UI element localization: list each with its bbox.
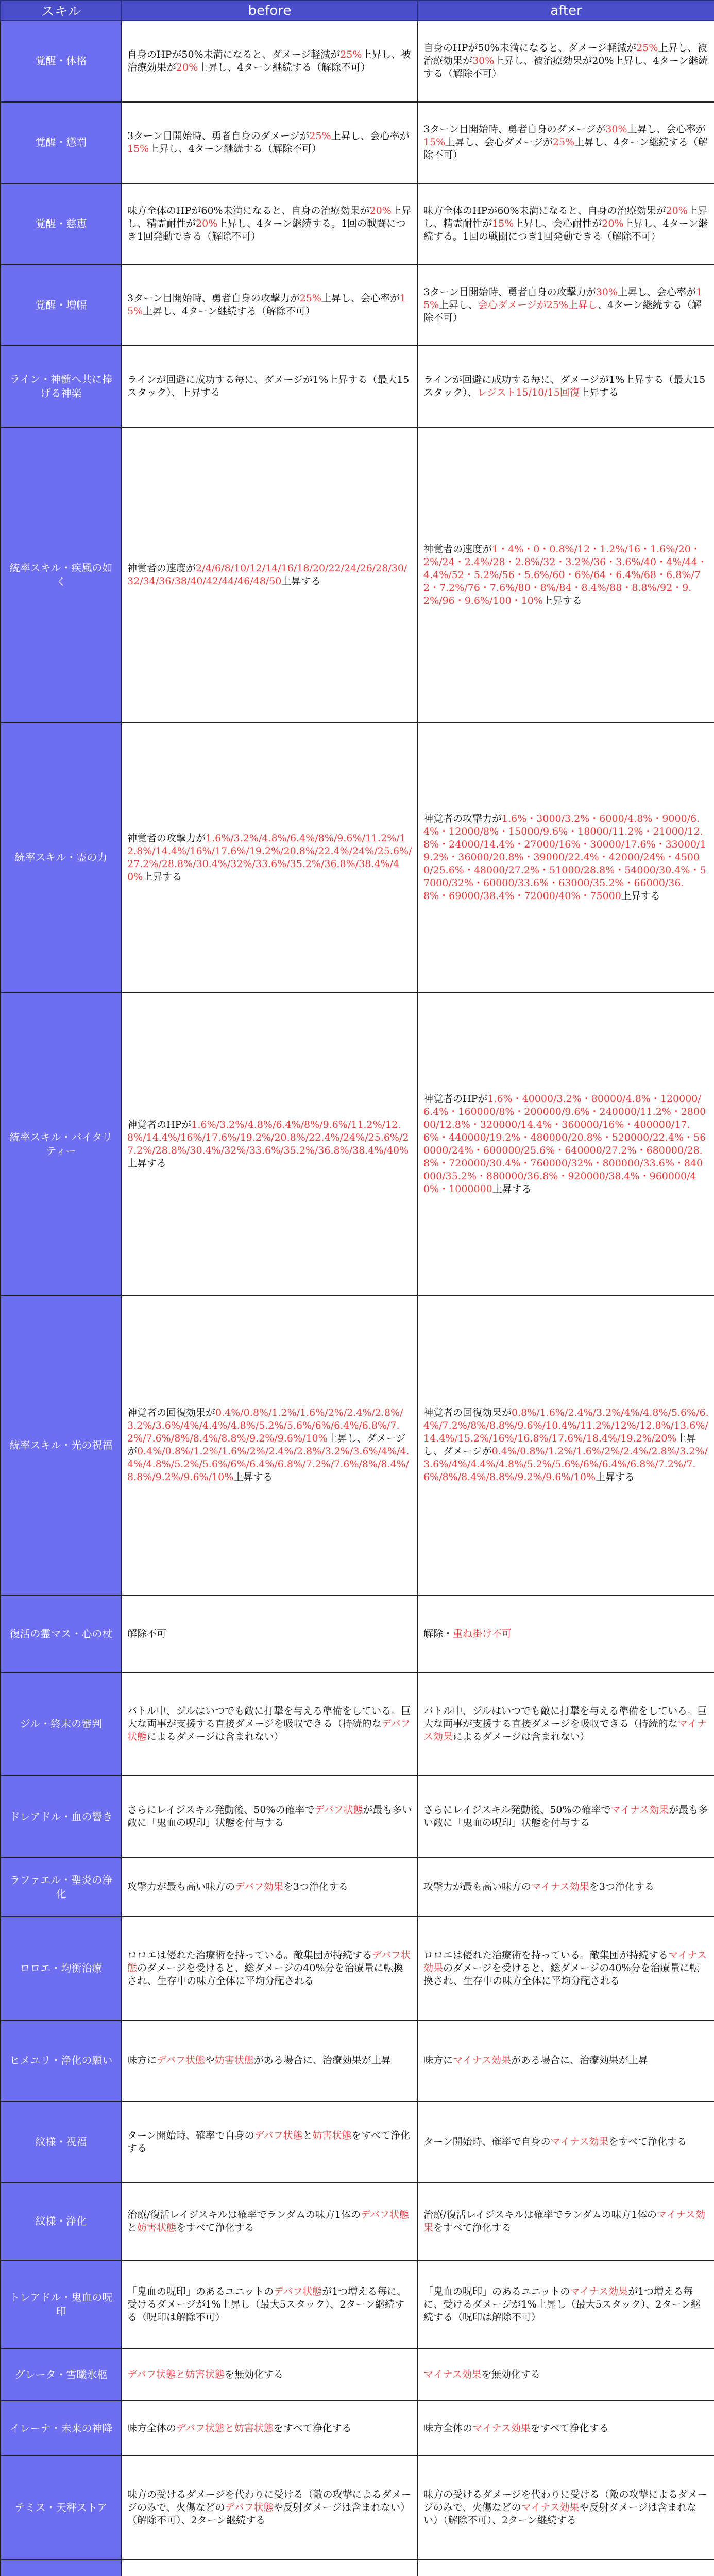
skill-name-cell: ドレアドル・血の響き bbox=[1, 1776, 122, 1857]
text-segment: が最も多い敵に「鬼血の呪印」状態を付与する bbox=[127, 1804, 412, 1829]
text-segment: 味方全体のHPが60%未満になると、自身の治療効果が bbox=[423, 205, 666, 217]
changed-text: 重ね掛け不可 bbox=[453, 1628, 512, 1639]
text-segment: バトル中、ジルはいつでも敵に打撃を与える準備をしている。巨大な両事が支援する直接ダメージを吸収できる（持続的な bbox=[423, 1705, 707, 1730]
before-text-cell bbox=[122, 1917, 418, 2020]
text-segment: を無効化する bbox=[224, 2368, 283, 2380]
text-segment: 上昇し、精霊耐性が bbox=[127, 205, 411, 230]
text-segment: を3つ浄化する bbox=[589, 1881, 654, 1893]
text-segment: 上昇する bbox=[542, 595, 582, 606]
before-text-cell bbox=[122, 102, 418, 183]
changed-text: 15% bbox=[492, 218, 514, 230]
table-row bbox=[1, 346, 714, 427]
table-body bbox=[1, 21, 714, 2576]
table-row bbox=[1, 1595, 714, 1673]
text-segment: や反射ダメージは含まれない）（解除不可）、2ターン継続する bbox=[127, 2502, 411, 2527]
after-text-cell bbox=[418, 21, 714, 102]
changed-text: 30% bbox=[605, 124, 627, 135]
table-row bbox=[1, 1857, 714, 1917]
before-text-cell bbox=[122, 1776, 418, 1857]
text-segment: が1つ増える毎に、受けるダメージが1%上昇し（最大5スタック）、2ターン継続する（呪印は解除不可） bbox=[423, 2285, 701, 2323]
changed-text: 15% bbox=[423, 137, 446, 148]
changed-text: 妨害状態 bbox=[137, 2222, 177, 2233]
changed-text: デバフ状態 bbox=[157, 2055, 205, 2066]
changed-text: 1.6%・3000/3.2%・6000/4.8%・9000/6.4%・12000/8%・15000/9.6%・18000/11.2%・21000/12.8%・24000/14.4%・27000/16%・30000/17.6%・33000/19.2%・36000/20.8%・39000/22.4%・42000/24%・45000/25.6%・48000/27.2%・51000/28.8%・54000/30.4%・57000/32%・60000/33.6%・63000/35.2%・66000/36.8%・69000/38.4%・72000/40%・75000 bbox=[423, 813, 706, 902]
changed-text: デバフ状態と妨害状態 bbox=[176, 2422, 274, 2434]
changed-text: デバフ状態 bbox=[361, 2209, 409, 2221]
after-text-cell bbox=[418, 1917, 714, 2020]
before-text-cell bbox=[122, 2260, 418, 2349]
before-text-cell bbox=[122, 2456, 418, 2560]
text-segment: 自身のHPが50%未満になると、ダメージ軽減が bbox=[423, 42, 637, 54]
text-segment: 上昇し、会心率が bbox=[331, 130, 410, 142]
table-row bbox=[1, 2182, 714, 2260]
changed-text: マイナス効果 bbox=[610, 1804, 669, 1816]
changed-text: 15% bbox=[127, 293, 406, 317]
after-text-cell bbox=[418, 1595, 714, 1673]
text-segment: 上昇し、4ターン継続する（解除不可） bbox=[143, 306, 315, 317]
text-segment: 3ターン目開始時、勇者自身の攻撃力が bbox=[127, 293, 300, 304]
changed-text: マイナス効果 bbox=[423, 2209, 705, 2233]
skill-name-cell: 覚醒・慈恵 bbox=[1, 183, 122, 265]
before-text-cell bbox=[122, 2349, 418, 2400]
text-segment: 味方に bbox=[127, 2055, 157, 2066]
before-text-cell bbox=[122, 21, 418, 102]
table-row bbox=[1, 2102, 714, 2183]
text-segment: をすべて浄化する bbox=[530, 2422, 609, 2434]
text-segment: 上昇し、精霊耐性が bbox=[423, 205, 707, 230]
text-segment: 上昇する bbox=[143, 871, 182, 883]
changed-text: 15% bbox=[423, 286, 703, 311]
text-segment: をすべて浄化する bbox=[433, 2222, 512, 2233]
before-text-cell bbox=[122, 1673, 418, 1776]
text-segment: 自身のHPが50%未満になると、ダメージ軽減が bbox=[127, 48, 341, 60]
before-text-cell bbox=[122, 427, 418, 723]
text-segment: ターン開始時、確率で自身の bbox=[423, 2136, 551, 2148]
text-segment: ロロエは優れた治療術を持っている。敵集団が持続する bbox=[423, 1949, 669, 1961]
text-segment: 上昇し、会心ダメージが bbox=[445, 137, 553, 148]
skill-name-cell: グレータ・雪曦氷柩 bbox=[1, 2349, 122, 2400]
changed-text: 30% bbox=[472, 55, 495, 67]
changed-text: 20% bbox=[196, 218, 218, 230]
changed-text: 1・4%・0・0.8%/12・1.2%/16・1.6%/20・2%/24・2.4%/28・2.8%/32・3.2%/36・3.6%/40・4%/44・4.4%/52・5.2%/56・5.6%/60・6%/64・6.4%/68・6.8%/72・7.2%/76・7.6%/80・8%/84・8.4%/88・8.8%/92・9.2%/96・9.6%/100・10% bbox=[423, 543, 707, 606]
text-segment: 「鬼血の呪印」のあるユニットの bbox=[423, 2285, 570, 2297]
before-text-cell bbox=[122, 723, 418, 993]
text-segment: 神覚者の速度が bbox=[423, 543, 492, 555]
changed-text: デバフ状態 bbox=[314, 1804, 363, 1816]
table-row bbox=[1, 1776, 714, 1857]
text-segment: 治療/復活レイジスキルは確率でランダムの味方1体の bbox=[423, 2209, 657, 2221]
after-text-cell bbox=[418, 2260, 714, 2349]
text-segment: 上昇し、会心率が bbox=[321, 293, 400, 304]
text-segment: 上昇し、会心率が bbox=[627, 124, 706, 135]
text-segment: ロロエは優れた治療術を持っている。敵集団が持続する bbox=[127, 1949, 372, 1961]
text-segment: 上昇し、ダメージが bbox=[423, 1433, 696, 1458]
text-segment: がある場合に、治療効果が上昇 bbox=[511, 2055, 648, 2066]
text-segment: をすべて浄化する bbox=[608, 2136, 687, 2148]
text-segment: 神覚者のHPが bbox=[127, 1118, 192, 1130]
skill-name-cell: ヒメユリ・浄化の願い bbox=[1, 2020, 122, 2102]
before-text-cell bbox=[122, 2102, 418, 2183]
text-segment: 上昇し、4ターン継続する（解除不可） bbox=[149, 143, 321, 155]
changed-text: デバフ状態と妨害状態 bbox=[127, 2368, 225, 2380]
before-text-cell bbox=[122, 346, 418, 427]
before-text-cell bbox=[122, 1296, 418, 1595]
table-row bbox=[1, 102, 714, 183]
before-text-cell bbox=[122, 1857, 418, 1917]
after-text-cell bbox=[418, 183, 714, 265]
skill-name-cell: 紋様・祝福 bbox=[1, 2102, 122, 2183]
header-before: before bbox=[122, 1, 418, 21]
skill-name-cell: 統率スキル・霊の力 bbox=[1, 723, 122, 993]
after-text-cell bbox=[418, 2349, 714, 2400]
text-segment: 味方全体の bbox=[423, 2422, 473, 2434]
changed-text: 20% bbox=[176, 61, 198, 73]
text-segment: 上昇し、4ターン継続する。1回の戦闘につき1回発動できる（解除不可） bbox=[423, 218, 708, 243]
text-segment: 上昇する bbox=[596, 1471, 635, 1483]
text-segment: 神覚者の回復効果が bbox=[127, 1407, 216, 1419]
changed-text: デバフ状態 bbox=[127, 1718, 411, 1743]
after-text-cell bbox=[418, 2020, 714, 2102]
text-segment: 上昇する bbox=[233, 1471, 273, 1483]
skill-name-cell: ラファエル・聖炎の浄化 bbox=[1, 1857, 122, 1917]
text-segment: さらにレイジスキル発動後、50%の確率で bbox=[423, 1804, 611, 1816]
text-segment: 3ターン目開始時、勇者自身のダメージが bbox=[127, 130, 310, 142]
text-segment: 上昇し、被治療効果が bbox=[423, 42, 707, 67]
text-segment: や bbox=[205, 2055, 215, 2066]
changed-text: 0.4%/0.8%/1.2%/1.6%/2%/2.4%/2.8%/3.2%/3.6%/4%/4.4%/4.8%/5.2%/5.6%/6%/6.4%/6.8%/7.2%/7.6%/8%/8.4%/8.8%/9.2%/9.6%/10% bbox=[127, 1407, 403, 1445]
after-text-cell bbox=[418, 723, 714, 993]
changed-text: デバフ効果 bbox=[235, 1881, 283, 1893]
text-segment: によるダメージは含まれない） bbox=[147, 1731, 284, 1743]
skill-name-cell: 統率スキル・疾風の如く bbox=[1, 427, 122, 723]
after-text-cell bbox=[418, 1857, 714, 1917]
changed-text: 15% bbox=[127, 143, 149, 155]
text-segment: 上昇し、会心率が bbox=[617, 286, 696, 298]
changed-text: デバフ状態 bbox=[274, 2285, 322, 2297]
changed-text: デバフ状態 bbox=[225, 2502, 274, 2514]
text-segment: 上昇し、会心耐性が bbox=[514, 218, 602, 230]
changed-text: マイナス効果 bbox=[423, 1949, 707, 1974]
text-segment: 神覚者のHPが bbox=[423, 1093, 488, 1105]
after-text-cell bbox=[418, 2102, 714, 2183]
changed-text: 30% bbox=[596, 286, 618, 298]
before-text-cell bbox=[122, 183, 418, 265]
before-text-cell bbox=[122, 2401, 418, 2456]
after-text-cell bbox=[418, 993, 714, 1296]
text-segment: や反射ダメージは含まれない）（解除不可）、2ターン継続する bbox=[423, 2502, 697, 2527]
text-segment: を無効化する bbox=[481, 2368, 540, 2380]
text-segment: 3ターン目開始時、勇者自身のダメージが bbox=[423, 124, 606, 135]
skill-name-cell: テミス・天秤ストア bbox=[1, 2456, 122, 2560]
before-text-cell bbox=[122, 2182, 418, 2260]
text-segment: 上昇し、被治療効果が bbox=[127, 48, 411, 73]
changed-text: マイナス効果 bbox=[472, 2422, 531, 2434]
after-text-cell bbox=[418, 102, 714, 183]
before-text-cell bbox=[122, 993, 418, 1296]
after-text-cell bbox=[418, 2401, 714, 2456]
changed-text: 1.6%・40000/3.2%・80000/4.8%・120000/6.4%・160000/8%・200000/9.6%・240000/11.2%・280000/12.8%・320000/14.4%・360000/16%・400000/17.6%・440000/19.2%・480000/20.8%・520000/22.4%・560000/24%・600000/25.6%・640000/27.2%・680000/28.8%・720000/30.4%・760000/32%・800000/33.6%・840000/35.2%・880000/36.8%・920000/38.4%・960000/40%・1000000 bbox=[423, 1093, 706, 1195]
skill-name-cell: ロロエ・均衡治療 bbox=[1, 1917, 122, 2020]
changed-text: 妨害状態 bbox=[312, 2129, 352, 2141]
text-segment: をすべて浄化する bbox=[127, 2129, 411, 2154]
text-segment: 神覚者の攻撃力が bbox=[423, 813, 502, 825]
text-segment: ラインが回避に成功する毎に、ダメージが1%上昇する（最大15スタック）、上昇する bbox=[127, 374, 410, 399]
changed-text: 25% bbox=[636, 42, 658, 54]
text-segment: 攻撃力が最も高い味方の bbox=[127, 1881, 235, 1893]
text-segment: 上昇する bbox=[281, 575, 321, 587]
after-text-cell bbox=[418, 1776, 714, 1857]
before-text-cell bbox=[122, 2020, 418, 2102]
changed-text: 20% bbox=[666, 205, 688, 217]
after-text-cell bbox=[418, 427, 714, 723]
text-segment: バトル中、ジルはいつでも敵に打撃を与える準備をしている。巨大な両事が支援する直接ダメージを吸収できる（持続的な bbox=[127, 1705, 411, 1730]
text-segment: 神覚者の回復効果が bbox=[423, 1407, 512, 1419]
skill-name-cell: イレーナ・未来の神降 bbox=[1, 2401, 122, 2456]
changed-text: 妨害状態 bbox=[214, 2055, 254, 2066]
changed-text: デバフ状態 bbox=[254, 2129, 303, 2141]
after-text-cell bbox=[418, 2456, 714, 2560]
table-row bbox=[1, 2456, 714, 2560]
text-segment: 上昇する bbox=[579, 387, 619, 399]
header-after: after bbox=[418, 1, 714, 21]
table-row bbox=[1, 2260, 714, 2349]
text-segment: 上昇し、ダメージが bbox=[127, 1433, 406, 1458]
changed-text: マイナス効果 bbox=[570, 2285, 628, 2297]
changed-text: 会心ダメージが25%上昇し bbox=[478, 299, 598, 311]
changed-text: マイナス効果 bbox=[453, 2055, 511, 2066]
text-segment: 上昇する bbox=[621, 890, 660, 902]
text-segment: が最も多い敵に「鬼血の呪印」状態を付与する bbox=[423, 1804, 708, 1829]
text-segment: が1つ増える毎に、受けるダメージが1%上昇し（最大5スタック）、2ターン継続する（呪印は解除不可） bbox=[127, 2285, 407, 2323]
before-text-cell bbox=[122, 1595, 418, 1673]
changed-text: 1.6%/3.2%/4.8%/6.4%/8%/9.6%/11.2%/12.8%/14.4%/16%/17.6%/19.2%/20.8%/22.4%/24%/25.6%/27.2%/28.8%/30.4%/32%/33.6%/35.2%/36.8%/38.4%/40% bbox=[127, 1118, 409, 1156]
changed-text: レジスト15/10/15回復 bbox=[477, 387, 580, 399]
changed-text: 20% bbox=[369, 205, 392, 217]
text-segment: 上昇し、4ターン継続する（解除不可） bbox=[423, 137, 708, 161]
changed-text: 2/4/6/8/10/12/14/16/18/20/22/24/26/28/30/32/34/36/38/40/42/44/46/48/50 bbox=[127, 563, 407, 587]
after-text-cell bbox=[418, 1673, 714, 1776]
text-segment: 味方に bbox=[423, 2055, 453, 2066]
skill-name-cell: ライン・神髄へ共に捧げる神楽 bbox=[1, 346, 122, 427]
changed-text: マイナス効果 bbox=[550, 2136, 609, 2148]
skill-name-cell: 復活の霊マス・心の杖 bbox=[1, 1595, 122, 1673]
header-row bbox=[1, 1, 714, 21]
changed-text: 1.6%/3.2%/4.8%/6.4%/8%/9.6%/11.2%/12.8%/14.4%/16%/17.6%/19.2%/20.8%/22.4%/24%/25.6%/27.2%/28.8%/30.4%/32%/33.6%/35.2%/36.8%/38.4%/40% bbox=[127, 832, 412, 883]
after-text-cell bbox=[418, 1296, 714, 1595]
changed-text: マイナス効果 bbox=[423, 1718, 707, 1743]
text-segment: 味方全体の bbox=[127, 2422, 177, 2434]
skill-name-cell: 紋様・浄化 bbox=[1, 2182, 122, 2260]
changed-text: 0.4%/0.8%/1.2%/1.6%/2%/2.4%/2.8%/3.2%/3.6%/4%/4.4%/4.8%/5.2%/5.6%/6%/6.4%/6.8%/7.2%/7.6%/8%/8.4%/8.8%/9.2%/9.6%/10% bbox=[423, 1446, 708, 1483]
text-segment: ラインが回避に成功する毎に、ダメージが1%上昇する（最大15スタック）、 bbox=[423, 374, 706, 399]
changed-text: 25% bbox=[309, 130, 331, 142]
skill-name-cell: 覚醒・体格 bbox=[1, 21, 122, 102]
table-row bbox=[1, 2560, 714, 2576]
text-segment: 神覚者の速度が bbox=[127, 563, 196, 574]
table-row bbox=[1, 1917, 714, 2020]
before-text-cell bbox=[122, 2560, 418, 2576]
text-segment: 味方全体のHPが60%未満になると、自身の治療効果が bbox=[127, 205, 370, 217]
text-segment: 上昇し、4ターン継続する（解除不可） bbox=[198, 61, 370, 73]
skill-name-cell: 統率スキル・光の祝福 bbox=[1, 1296, 122, 1595]
skill-name-cell: 覚醒・懲罰 bbox=[1, 102, 122, 183]
text-segment: によるダメージは含まれない） bbox=[453, 1731, 590, 1743]
text-segment: さらにレイジスキル発動後、50%の確率で bbox=[127, 1804, 315, 1816]
text-segment: を3つ浄化する bbox=[283, 1881, 348, 1893]
skill-name-cell: ジル・終末の審判 bbox=[1, 1673, 122, 1776]
before-text-cell bbox=[122, 264, 418, 346]
skill-name-cell: トレアドル・鬼血の呪印 bbox=[1, 2260, 122, 2349]
table-row bbox=[1, 2020, 714, 2102]
table-row bbox=[1, 264, 714, 346]
text-segment: と bbox=[127, 2222, 138, 2233]
text-segment: 攻撃力が最も高い味方の bbox=[423, 1881, 532, 1893]
text-segment: のダメージを受けると、総ダメージの40%分を治療量に転換され、生存中の味方全体に平均分配される bbox=[423, 1962, 700, 1987]
text-segment: 味方の受けるダメージを代わりに受ける（敵の攻撃によるダメージのみで、火傷などの bbox=[127, 2489, 411, 2514]
changed-text: 25% bbox=[340, 48, 362, 60]
text-segment: がある場合に、治療効果が上昇 bbox=[253, 2055, 391, 2066]
changed-text: 25% bbox=[552, 137, 575, 148]
after-text-cell bbox=[418, 346, 714, 427]
text-segment: 、4ターン継続する（解除不可） bbox=[423, 299, 702, 324]
table-row bbox=[1, 21, 714, 102]
skill-name-cell bbox=[1, 2560, 122, 2576]
text-segment: 上昇し、 bbox=[439, 299, 479, 311]
changed-text: マイナス効果 bbox=[531, 1881, 589, 1893]
changed-text: マイナス効果 bbox=[423, 2368, 482, 2380]
text-segment: 上昇し、被治療効果が20%上昇し、4ターン継続する（解除不可） bbox=[423, 55, 708, 80]
changed-text: マイナス効果 bbox=[521, 2502, 580, 2514]
changed-text: 0.8%/1.6%/2.4%/3.2%/4%/4.8%/5.6%/6.4%/7.2%/8%/8.8%/9.6%/10.4%/11.2%/12%/12.8%/13.6%/14.4%/15.2%/16%/16.8%/17.6%/18.4%/19.2%/20% bbox=[423, 1407, 709, 1445]
text-segment: 上昇し、4ターン継続する。1回の戦闘につき1回発動できる（解除不可） bbox=[127, 218, 406, 243]
header-skill: スキル bbox=[1, 1, 122, 21]
text-segment: 解除不可 bbox=[127, 1628, 167, 1639]
table-row bbox=[1, 993, 714, 1296]
changed-text: 25% bbox=[299, 293, 321, 304]
changed-text: デバフ状態 bbox=[127, 1949, 411, 1974]
table-row bbox=[1, 427, 714, 723]
text-segment: 「鬼血の呪印」のあるユニットの bbox=[127, 2285, 274, 2297]
text-segment: 味方の受けるダメージを代わりに受ける（敵の攻撃によるダメージのみで、火傷などの bbox=[423, 2489, 707, 2514]
after-text-cell bbox=[418, 2560, 714, 2576]
after-text-cell bbox=[418, 2182, 714, 2260]
table-row bbox=[1, 723, 714, 993]
table-row bbox=[1, 2401, 714, 2456]
after-text-cell bbox=[418, 264, 714, 346]
table-row bbox=[1, 1673, 714, 1776]
text-segment: をすべて浄化する bbox=[273, 2422, 352, 2434]
text-segment: と bbox=[302, 2129, 313, 2141]
text-segment: のダメージを受けると、総ダメージの40%分を治療量に転換され、生存中の味方全体に平均分配される bbox=[127, 1962, 403, 1987]
text-segment: 治療/復活レイジスキルは確率でランダムの味方1体の bbox=[127, 2209, 361, 2221]
table-row bbox=[1, 2349, 714, 2400]
text-segment: 上昇する bbox=[492, 1183, 532, 1195]
text-segment: 解除・ bbox=[423, 1628, 453, 1639]
text-segment: 神覚者の攻撃力が bbox=[127, 832, 206, 844]
changed-text: 0.4%/0.8%/1.2%/1.6%/2%/2.4%/2.8%/3.2%/3.6%/4%/4.4%/4.8%/5.2%/5.6%/6%/6.4%/6.8%/7.2%/7.6%/8%/8.4%/8.8%/9.2%/9.6%/10% bbox=[127, 1446, 410, 1483]
text-segment: 上昇する bbox=[127, 1157, 167, 1169]
text-segment: 3ターン目開始時、勇者自身の攻撃力が bbox=[423, 286, 596, 298]
skill-name-cell: 統率スキル・バイタリティー bbox=[1, 993, 122, 1296]
table-row bbox=[1, 1296, 714, 1595]
skill-name-cell: 覚醒・増幅 bbox=[1, 264, 122, 346]
table-row bbox=[1, 183, 714, 265]
changed-text: 20% bbox=[602, 218, 624, 230]
text-segment: をすべて浄化する bbox=[176, 2222, 254, 2233]
text-segment: ターン開始時、確率で自身の bbox=[127, 2129, 254, 2141]
